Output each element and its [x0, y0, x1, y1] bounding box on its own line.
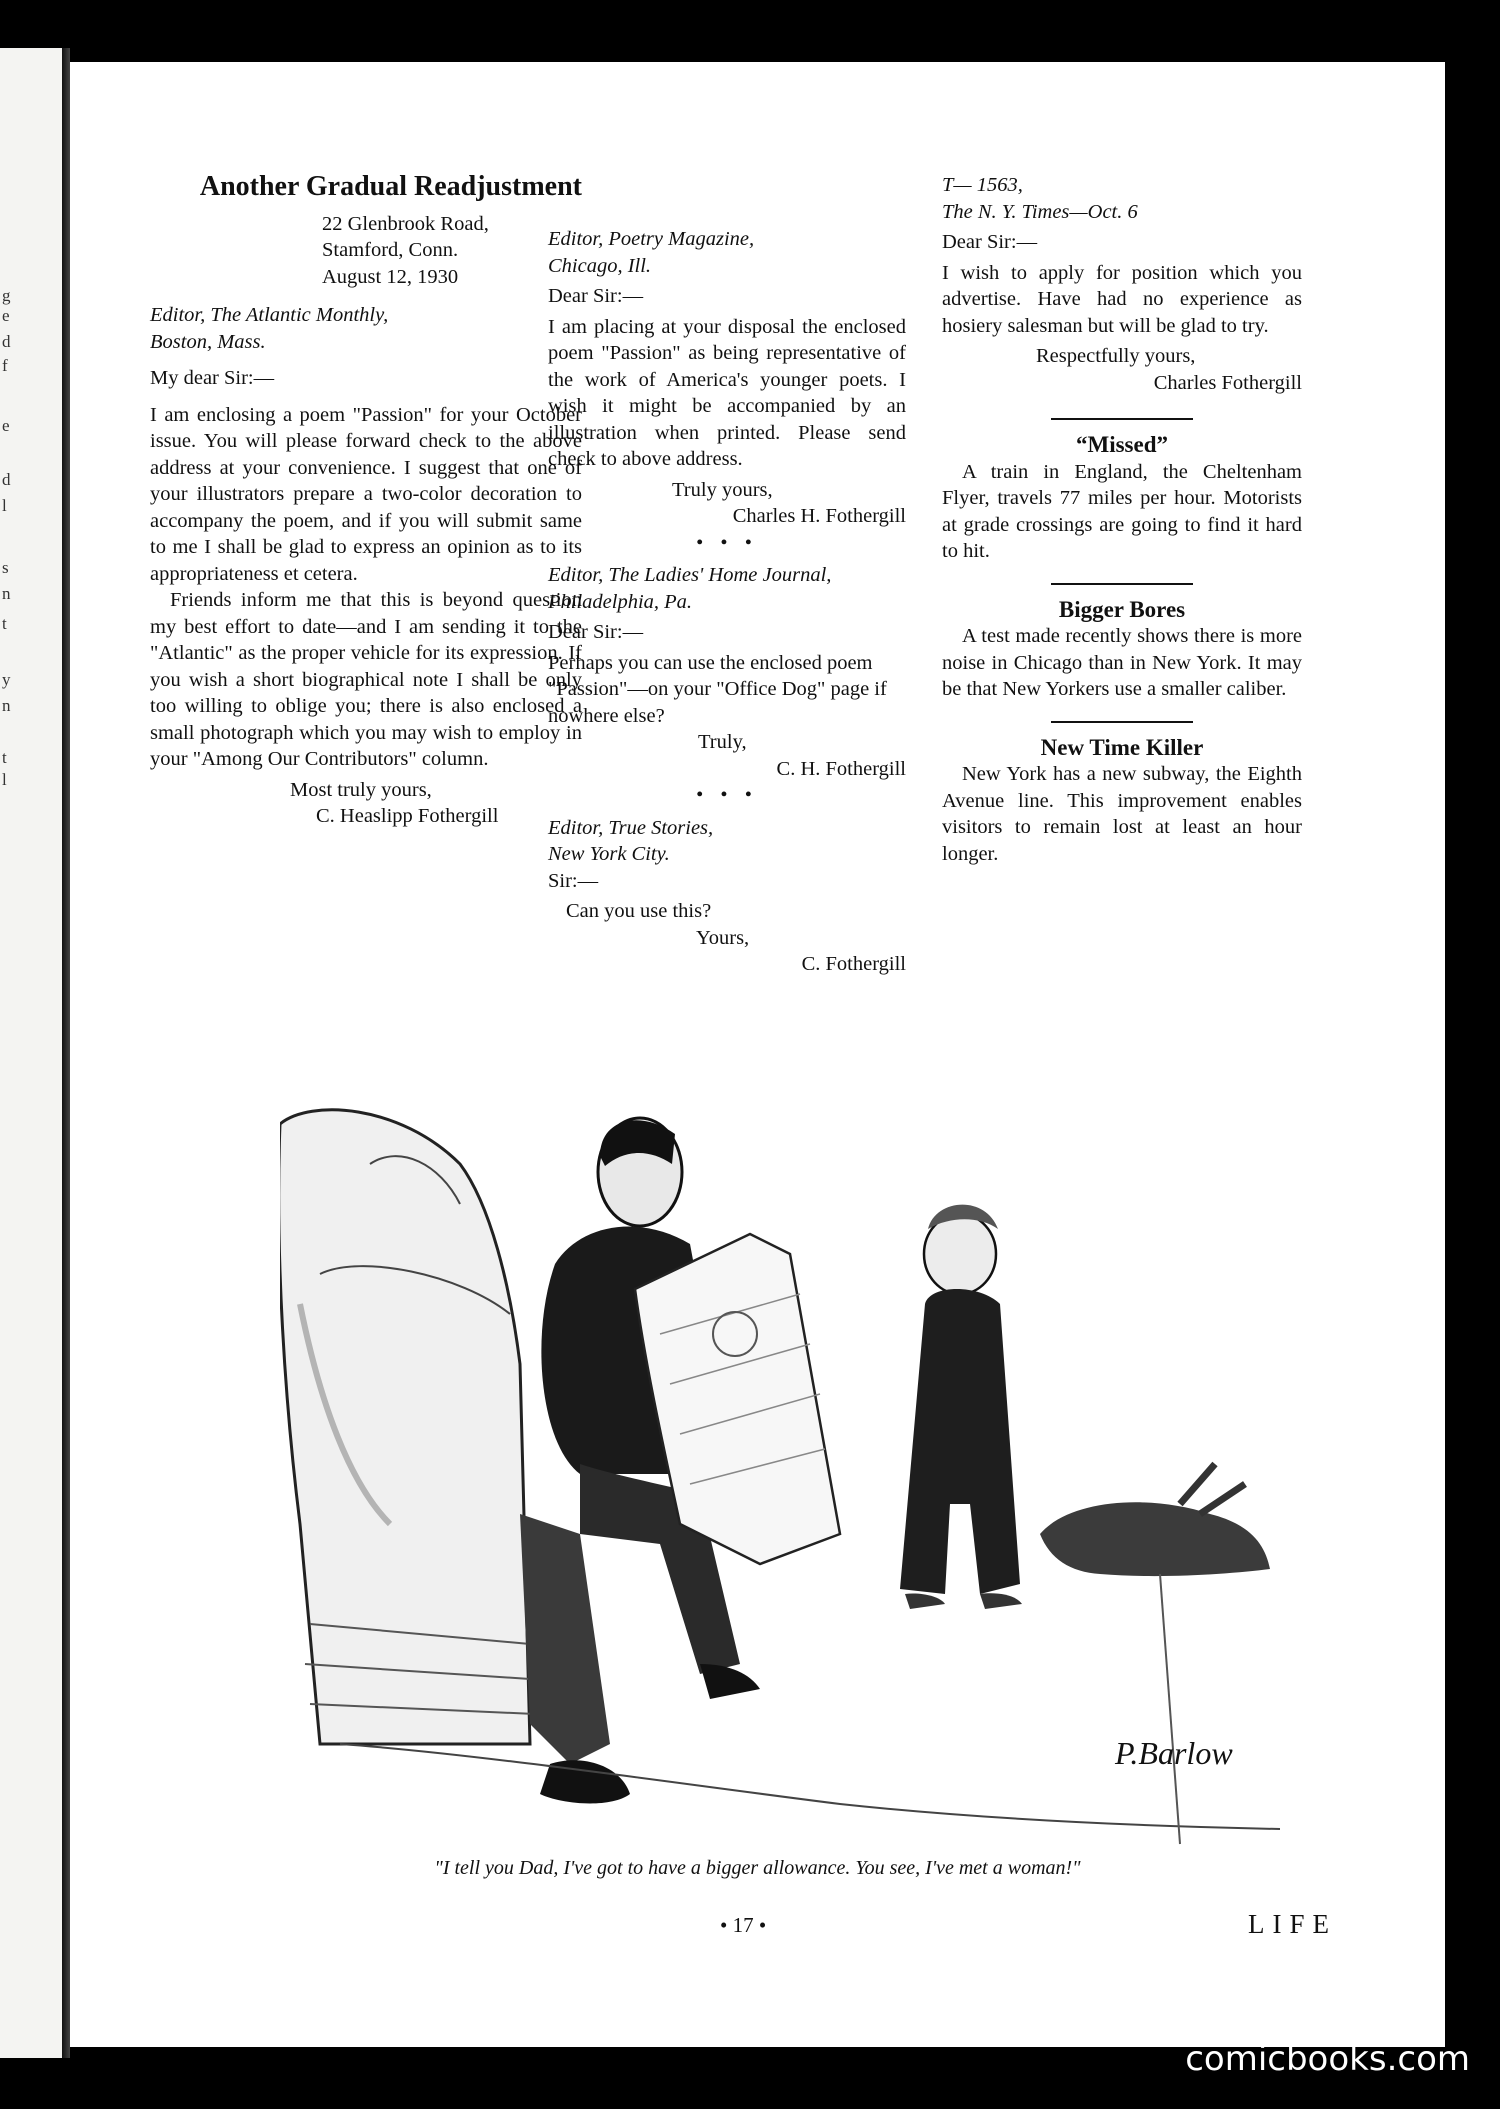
- signature: Charles H. Fothergill: [732, 505, 906, 527]
- recipient-line: New York City.: [548, 843, 670, 865]
- column-1: [150, 171, 582, 830]
- closing: Respectfully yours,: [1036, 345, 1196, 367]
- recipient-address: [942, 172, 1302, 225]
- letter-paragraph: I am enclosing a poem "Passion" for your October issue. You will please forward check to the above address at your convenience. I suggest that one of your illustrators prepare a two-color decoration to accompany the poem, and if you will submit same to me I shall be glad to express an opinion as to its appropriateness et cetera.: [150, 403, 582, 585]
- recipient-address: [548, 562, 906, 615]
- section-rule: [1051, 721, 1193, 723]
- recipient-line: Editor, True Stories,: [548, 816, 714, 839]
- recipient-address: [548, 815, 906, 868]
- closing: Yours,: [696, 926, 750, 949]
- column-3: [942, 172, 1302, 867]
- letter-paragraph: I am placing at your disposal the enclosed poem "Passion" as being representative of the work of America's younger poets. I wish it might be accompanied by an illustration when printed. Please send check to above address.: [548, 315, 906, 470]
- facing-page-fragment: n: [2, 584, 11, 603]
- magazine-page: [70, 62, 1445, 2047]
- letter-paragraph: I wish to apply for position which you advertise. Have had no experience as hosiery salesman but will be glad to try.: [942, 261, 1302, 337]
- closing: Truly yours,: [672, 478, 773, 501]
- signature: C. H. Fothergill: [776, 757, 906, 780]
- signature: Charles Fothergill: [1153, 371, 1302, 394]
- item-body: New York has a new subway, the Eighth Avenue line. This improvement enables visitors to remain lost at least an hour longer.: [942, 763, 1302, 865]
- cartoon-caption: "I tell you Dad, I've got to have a bigger allowance. You see, I've met a woman!": [434, 1857, 1081, 1879]
- salutation: Dear Sir:—: [942, 231, 1038, 253]
- facing-page-fragment: e: [2, 306, 10, 325]
- facing-page-fragment: d: [2, 470, 11, 489]
- facing-page-fragment: g: [2, 286, 11, 305]
- section-rule: [1051, 583, 1193, 585]
- signature: C. Fothergill: [801, 953, 906, 975]
- recipient-line: Boston, Mass.: [150, 330, 266, 353]
- item-body: A train in England, the Cheltenham Flyer, travels 77 miles per hour. Motorists at grade crossings are going to find it hard to hit.: [942, 460, 1302, 562]
- salutation: Dear Sir:—: [548, 621, 644, 643]
- salutation: Dear Sir:—: [548, 285, 644, 307]
- signature: C. Heaslipp Fothergill: [316, 805, 499, 827]
- facing-page-fragment: e: [2, 416, 10, 435]
- facing-page-fragment: f: [2, 356, 8, 375]
- facing-page-fragment: d: [2, 332, 11, 351]
- address-line: 22 Glenbrook Road,: [322, 212, 489, 235]
- item-body: A test made recently shows there is more noise in Chicago than in New York. It may be that New Yorkers use a smaller caliber.: [942, 625, 1302, 700]
- facing-page-fragment: t: [2, 614, 7, 633]
- facing-page-edge: [0, 48, 62, 2058]
- column-2: [548, 226, 906, 978]
- closing: Most truly yours,: [290, 778, 432, 801]
- artist-signature: P.Barlow: [1115, 1735, 1233, 1771]
- item-title: New Time Killer: [1040, 734, 1204, 760]
- recipient-line: Editor, The Atlantic Monthly,: [150, 304, 389, 326]
- facing-page-fragment: t: [2, 748, 7, 767]
- salutation: Sir:—: [548, 869, 599, 892]
- letter-date: August 12, 1930: [322, 265, 459, 288]
- address-line: Stamford, Conn.: [322, 239, 459, 261]
- section-rule: [1051, 418, 1193, 420]
- facing-page-fragment: l: [2, 770, 7, 789]
- boy-head: [924, 1214, 996, 1294]
- cartoon-illustration: [280, 1104, 1285, 1862]
- facing-page-fragment: n: [2, 696, 11, 715]
- sender-address: [150, 211, 582, 291]
- recipient-line: The N. Y. Times—Oct. 6: [942, 200, 1138, 223]
- armchair: [280, 1110, 530, 1744]
- separator-dots: • • •: [696, 531, 758, 554]
- letter-paragraph: Perhaps you can use the enclosed poem "Passion"—on your "Office Dog" page if nowhere else?: [548, 651, 887, 727]
- boy-overalls: [900, 1289, 1020, 1594]
- item-title: “Missed”: [1076, 432, 1168, 457]
- salutation: My dear Sir:—: [150, 367, 275, 389]
- page-number: • 17 •: [720, 1913, 767, 1937]
- closing: Truly,: [698, 731, 747, 753]
- recipient-line: T— 1563,: [942, 174, 1023, 196]
- page-gutter: [62, 48, 70, 2058]
- recipient-address: [548, 226, 906, 279]
- separator-dots: • • •: [696, 784, 758, 806]
- article-title: Another Gradual Readjustment: [199, 171, 582, 202]
- letter-paragraph: Can you use this?: [566, 900, 712, 922]
- letter-paragraph: Friends inform me that this is beyond question my best effort to date—and I am sending it to the "Atlantic" as the proper vehicle for its expression. If you wish a short biographical note I shall be only too willing to oblige you; there is also enclosed a small photograph which you may wish to employ in your "Among Our Contributors" column.: [150, 589, 582, 770]
- recipient-line: Editor, The Ladies' Home Journal,: [548, 564, 832, 586]
- recipient-line: Editor, Poetry Magazine,: [548, 228, 755, 250]
- recipient-line: Chicago, Ill.: [548, 254, 652, 277]
- facing-page-fragment: y: [2, 670, 11, 689]
- magazine-name: LIFE: [1248, 1909, 1337, 1939]
- facing-page-fragment: l: [2, 496, 7, 515]
- watermark: comicbooks.com: [1185, 2039, 1470, 2079]
- recipient-line: Philadelphia, Pa.: [548, 590, 693, 613]
- facing-page-fragment: s: [2, 558, 9, 577]
- dog: [1040, 1502, 1270, 1576]
- item-title: Bigger Bores: [1058, 596, 1186, 622]
- recipient-address: [150, 302, 582, 355]
